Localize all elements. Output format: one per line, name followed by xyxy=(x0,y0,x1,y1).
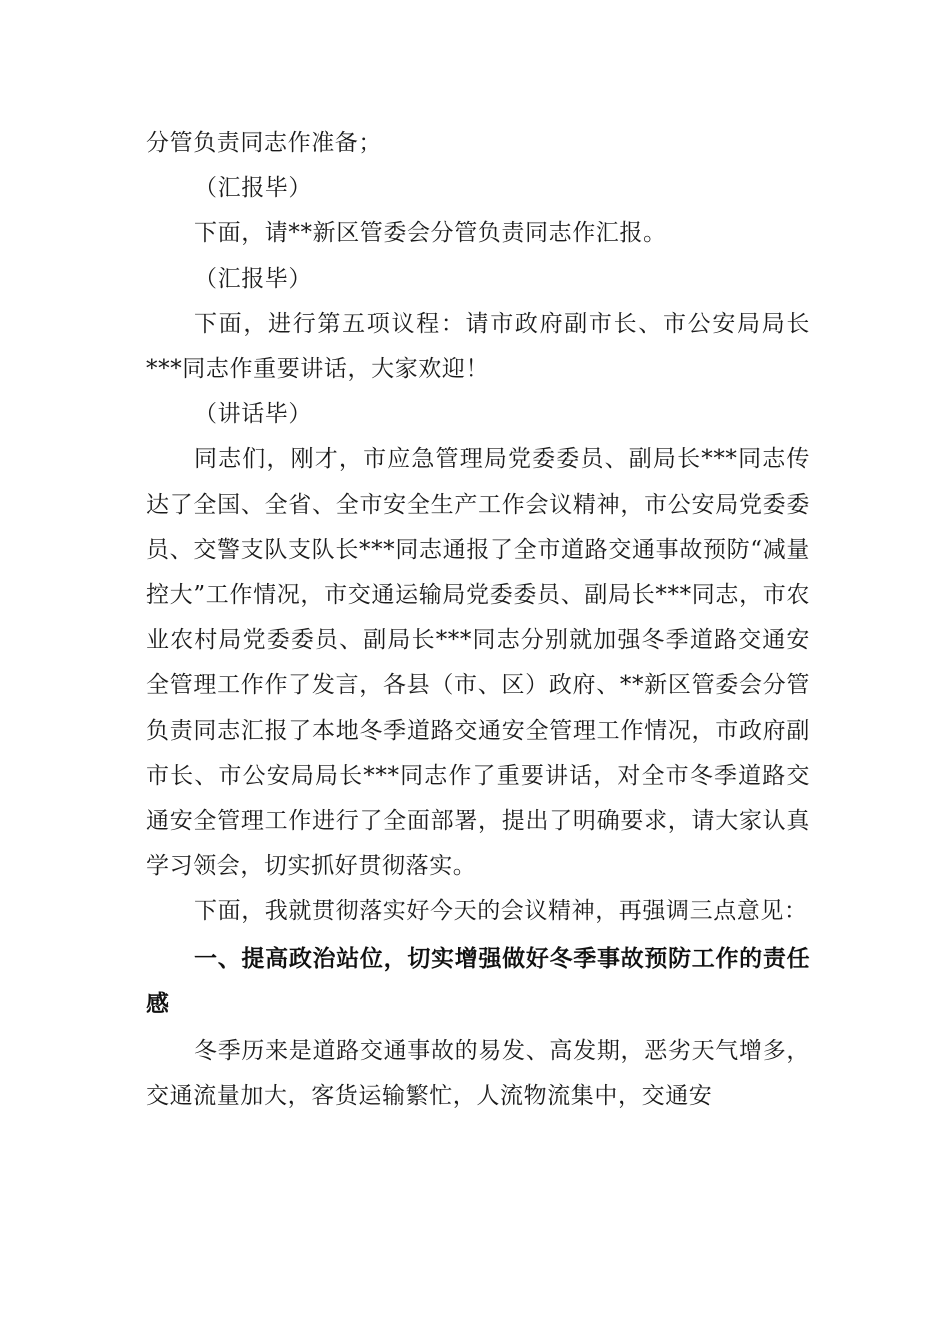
paragraph-report-done-2: （汇报毕） xyxy=(194,265,312,292)
paragraph-summary: 同志们，刚才，市应急管理局党委委员、副局长***同志传达了全国、全省、全市安全生产工作会议精神，市公安局党委委员、交警支队支队长***同志通报了全市道路交通事故预防“减量控大”工作情况，市交通运输局党委委员、副局长***同志，市农业农村局党委委员、副局长***同志分别就加强冬季道路交通安全管理工作作了发言，各县（市、区）政府、**新区管委会分管负责同志汇报了本地冬季道路交通安全管理工作情况，市政府副市长、市公安局局长***同志作了重要讲话，对全市冬季道路交通安全管理工作进行了全面部署，提出了明确要求，请大家认真学习领会，切实抓好贯彻落实。 xyxy=(146,446,810,880)
paragraph-continuation: 分管负责同志作准备； xyxy=(146,130,382,156)
section-heading-1: 一、提高政治站位，切实增强做好冬季事故预防工作的责任感 xyxy=(146,945,810,1017)
paragraph-winter-risk: 冬季历来是道路交通事故的易发、高发期，恶劣天气增多，交通流量加大，客货运输繁忙，人流物流集中，交通安 xyxy=(146,1038,810,1110)
paragraph-report-done-1: （汇报毕） xyxy=(194,175,312,202)
paragraph-new-district-report: 下面，请**新区管委会分管负责同志作汇报。 xyxy=(194,220,667,247)
paragraph-three-points-intro: 下面，我就贯彻落实好今天的会议精神，再强调三点意见： xyxy=(194,898,808,925)
paragraph-speech-done: （讲话毕） xyxy=(194,401,312,428)
paragraph-fifth-agenda: 下面，进行第五项议程：请市政府副市长、市公安局局长***同志作重要讲话，大家欢迎！ xyxy=(146,310,810,383)
document-body xyxy=(146,121,810,1119)
